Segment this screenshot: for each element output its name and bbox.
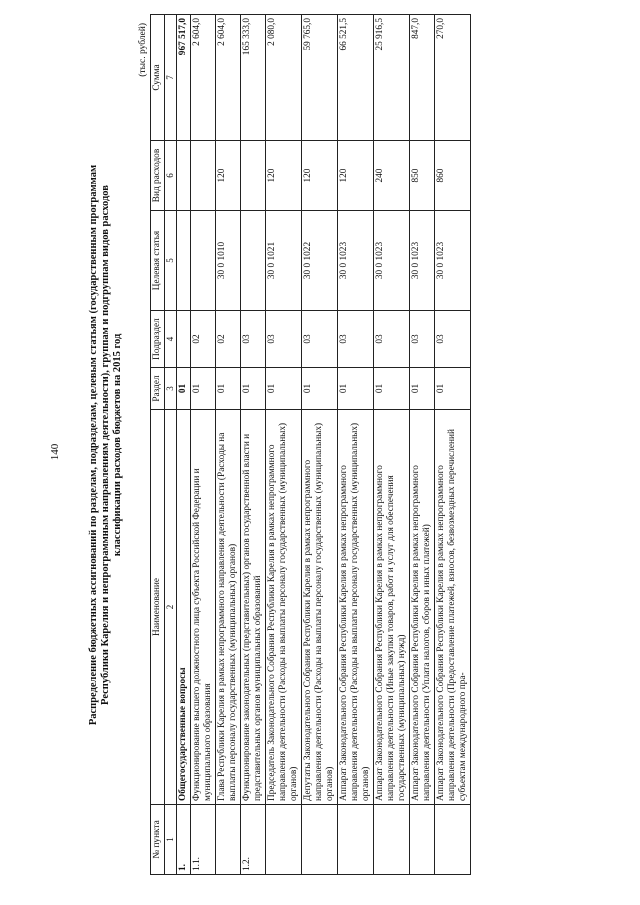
row-expense-type xyxy=(241,141,266,211)
row-razdel: 01 xyxy=(241,368,266,410)
header-cell: Целевая статья xyxy=(151,211,165,311)
row-number xyxy=(435,805,471,875)
row-target-article: 30 0 1023 xyxy=(410,211,435,311)
row-razdel: 01 xyxy=(191,368,216,410)
row-sum: 967 517,0 xyxy=(177,15,191,141)
row-expense-type: 120 xyxy=(216,141,241,211)
row-expense-type xyxy=(177,141,191,211)
table-row xyxy=(435,15,471,875)
row-number: 1. xyxy=(177,805,191,875)
header-cell: Подраздел xyxy=(151,311,165,368)
header-number: 7 xyxy=(165,15,177,141)
row-podrazdel: 03 xyxy=(435,311,471,368)
header-cell: Вид расходов xyxy=(151,141,165,211)
row-target-article xyxy=(191,211,216,311)
table-row xyxy=(374,15,410,875)
row-target-article xyxy=(241,211,266,311)
header-cell: № пункта xyxy=(151,805,165,875)
row-target-article: 30 0 1023 xyxy=(374,211,410,311)
header-cell: Наименование xyxy=(151,410,165,805)
table-row xyxy=(410,15,435,875)
header-number: 4 xyxy=(165,311,177,368)
row-expense-type: 240 xyxy=(374,141,410,211)
row-sum: 2 604,0 xyxy=(191,15,216,141)
document-title xyxy=(88,15,124,875)
row-sum: 847,0 xyxy=(410,15,435,141)
row-target-article: 30 0 1022 xyxy=(302,211,338,311)
header-number: 3 xyxy=(165,368,177,410)
title-line-1: Распределение бюджетных ассигнований по разделам, подразделам, целевым статьям (государственным программам xyxy=(88,164,99,726)
row-expense-type xyxy=(191,141,216,211)
header-row xyxy=(151,15,165,875)
row-name: Депутаты Законодательного Собрания Республики Карелия в рамках непрограммного направления деятельности (Расходы на выплаты персоналу государственных (муниципальных) органов) xyxy=(302,410,338,805)
row-name: Глава Республики Карелия в рамках непрограммного направления деятельности (Расходы на выплаты персоналу государственных (муниципальных) органов) xyxy=(216,410,241,805)
row-expense-type: 860 xyxy=(435,141,471,211)
header-cell: Раздел xyxy=(151,368,165,410)
row-podrazdel: 02 xyxy=(191,311,216,368)
row-podrazdel: 03 xyxy=(374,311,410,368)
row-name: Общегосударственные вопросы xyxy=(177,410,191,805)
row-target-article: 30 0 1010 xyxy=(216,211,241,311)
row-razdel: 01 xyxy=(410,368,435,410)
row-expense-type: 120 xyxy=(302,141,338,211)
row-target-article xyxy=(177,211,191,311)
table-row xyxy=(302,15,338,875)
row-expense-type: 120 xyxy=(338,141,374,211)
table-row xyxy=(266,15,302,875)
row-podrazdel: 03 xyxy=(241,311,266,368)
page-number: 140 xyxy=(49,443,61,461)
units-label: (тыс. рублей) xyxy=(138,23,148,77)
table-row xyxy=(177,15,191,875)
row-name: Аппарат Законодательного Собрания Республики Карелия в рамках непрограммного направления деятельности (Предоставление платежей, взносов, безвозмездных перечислений субъектам международного пра- xyxy=(435,410,471,805)
header-number: 5 xyxy=(165,211,177,311)
row-podrazdel: 03 xyxy=(302,311,338,368)
row-razdel: 01 xyxy=(216,368,241,410)
row-number xyxy=(374,805,410,875)
row-sum: 25 916,5 xyxy=(374,15,410,141)
row-number xyxy=(410,805,435,875)
table-row xyxy=(216,15,241,875)
row-name: Председатель Законодательного Собрания Республики Карелия в рамках непрограммного направления деятельности (Расходы на выплаты персоналу государственных (муниципальных) органов) xyxy=(266,410,302,805)
row-name: Функционирование законодательных (представительных) органов государственной власти и представительных органов муниципальных образований xyxy=(241,410,266,805)
rotated-page xyxy=(70,15,640,875)
row-podrazdel: 02 xyxy=(216,311,241,368)
row-name: Функционирование высшего должностного лица субъекта Российской Федерации и муниципального образования xyxy=(191,410,216,805)
row-sum: 270,0 xyxy=(435,15,471,141)
row-number: 1.1. xyxy=(191,805,216,875)
table-body xyxy=(177,15,471,875)
title-line-3: классификации расходов бюджетов на 2015 год xyxy=(112,333,123,557)
row-number: 1.2. xyxy=(241,805,266,875)
row-number xyxy=(266,805,302,875)
table-row xyxy=(338,15,374,875)
header-number: 6 xyxy=(165,141,177,211)
row-number xyxy=(338,805,374,875)
row-name: Аппарат Законодательного Собрания Республики Карелия в рамках непрограммного направления деятельности (Иные закупки товаров, работ и услуг для обеспечения государственных (муниципальных) нужд) xyxy=(374,410,410,805)
row-razdel: 01 xyxy=(374,368,410,410)
table-row xyxy=(241,15,266,875)
row-expense-type: 120 xyxy=(266,141,302,211)
row-podrazdel: 03 xyxy=(266,311,302,368)
row-podrazdel xyxy=(177,311,191,368)
header-cell: Сумма xyxy=(151,15,165,141)
budget-table xyxy=(150,14,471,875)
row-number xyxy=(216,805,241,875)
row-target-article: 30 0 1021 xyxy=(266,211,302,311)
row-name: Аппарат Законодательного Собрания Республики Карелия в рамках непрограммного направления деятельности (Уплата налогов, сборов и иных платежей) xyxy=(410,410,435,805)
row-target-article: 30 0 1023 xyxy=(435,211,471,311)
row-razdel: 01 xyxy=(435,368,471,410)
row-sum: 59 765,0 xyxy=(302,15,338,141)
row-razdel: 01 xyxy=(177,368,191,410)
row-razdel: 01 xyxy=(338,368,374,410)
row-sum: 2 604,0 xyxy=(216,15,241,141)
header-number: 1 xyxy=(165,805,177,875)
header-number-row xyxy=(165,15,177,875)
header-number: 2 xyxy=(165,410,177,805)
row-sum: 2 080,0 xyxy=(266,15,302,141)
row-name: Аппарат Законодательного Собрания Республики Карелия в рамках непрограммного направления деятельности (Расходы на выплаты персоналу государственных (муниципальных) органов) xyxy=(338,410,374,805)
row-sum: 66 521,5 xyxy=(338,15,374,141)
row-sum: 165 333,0 xyxy=(241,15,266,141)
row-expense-type: 850 xyxy=(410,141,435,211)
title-line-2: Республики Карелия и непрограммным направлениям деятельности), группам и подгруппам видов расходов xyxy=(100,185,111,705)
row-razdel: 01 xyxy=(302,368,338,410)
row-target-article: 30 0 1023 xyxy=(338,211,374,311)
row-razdel: 01 xyxy=(266,368,302,410)
row-podrazdel: 03 xyxy=(338,311,374,368)
row-podrazdel: 03 xyxy=(410,311,435,368)
row-number xyxy=(302,805,338,875)
table-row xyxy=(191,15,216,875)
